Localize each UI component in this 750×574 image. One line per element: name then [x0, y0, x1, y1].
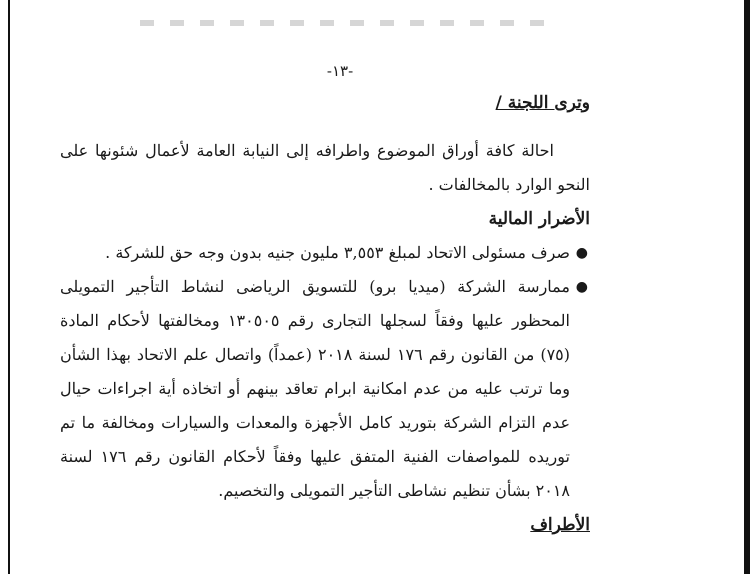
- bullet-icon: ●: [575, 279, 588, 295]
- list-item-text: ممارسة الشركة (ميديا برو) للتسويق الرياضى لنشاط التأجير التمويلى المحظور عليها وفقاً لسجلها التجارى رقم ١٣٠٥٠٥ ومخالفتها لأحكام المادة (٧٥) من القانون رقم ١٧٦ لسنة ٢٠١٨ (عمداً) واتصال علم الاتحاد بهذا الشأن وما ترتب عليه من عدم امكانية ابرام تعاقد بينهم أو اتخاذه أية اجراءات حيال عدم التزام الشركة بتوريد كامل الأجهزة والمعدات والسيارات ومخالفة ما تم توريده للمواصفات الفنية المتفق عليها وفقاً لأحكام القانون رقم ١٧٦ لسنة ٢٠١٨ بشأن تنظيم نشاطى التأجير التمويلى والتخصيم.: [60, 277, 571, 500]
- right-frame-border: [744, 0, 750, 574]
- parties-heading: الأطراف: [530, 515, 590, 535]
- left-frame-border: [8, 0, 10, 574]
- scan-residue: [140, 20, 560, 26]
- list-item-text: صرف مسئولى الاتحاد لمبلغ ٣,٥٥٣ مليون جنيه بدون وجه حق للشركة .: [105, 243, 570, 262]
- committee-paragraph: احالة كافة أوراق الموضوع واطرافه إلى النيابة العامة لأعمال شئونها على النحو الوارد بالمخالفات .: [60, 141, 590, 194]
- bullet-icon: ●: [575, 245, 588, 261]
- list-item: [60, 236, 590, 270]
- financial-damages-list: [60, 236, 590, 508]
- committee-heading: وترى اللجنة /: [495, 93, 590, 113]
- document-body: [60, 86, 590, 542]
- page-number: -١٣-: [326, 62, 354, 80]
- list-item: [60, 270, 590, 508]
- financial-damages-heading: الأضرار المالية: [488, 209, 590, 229]
